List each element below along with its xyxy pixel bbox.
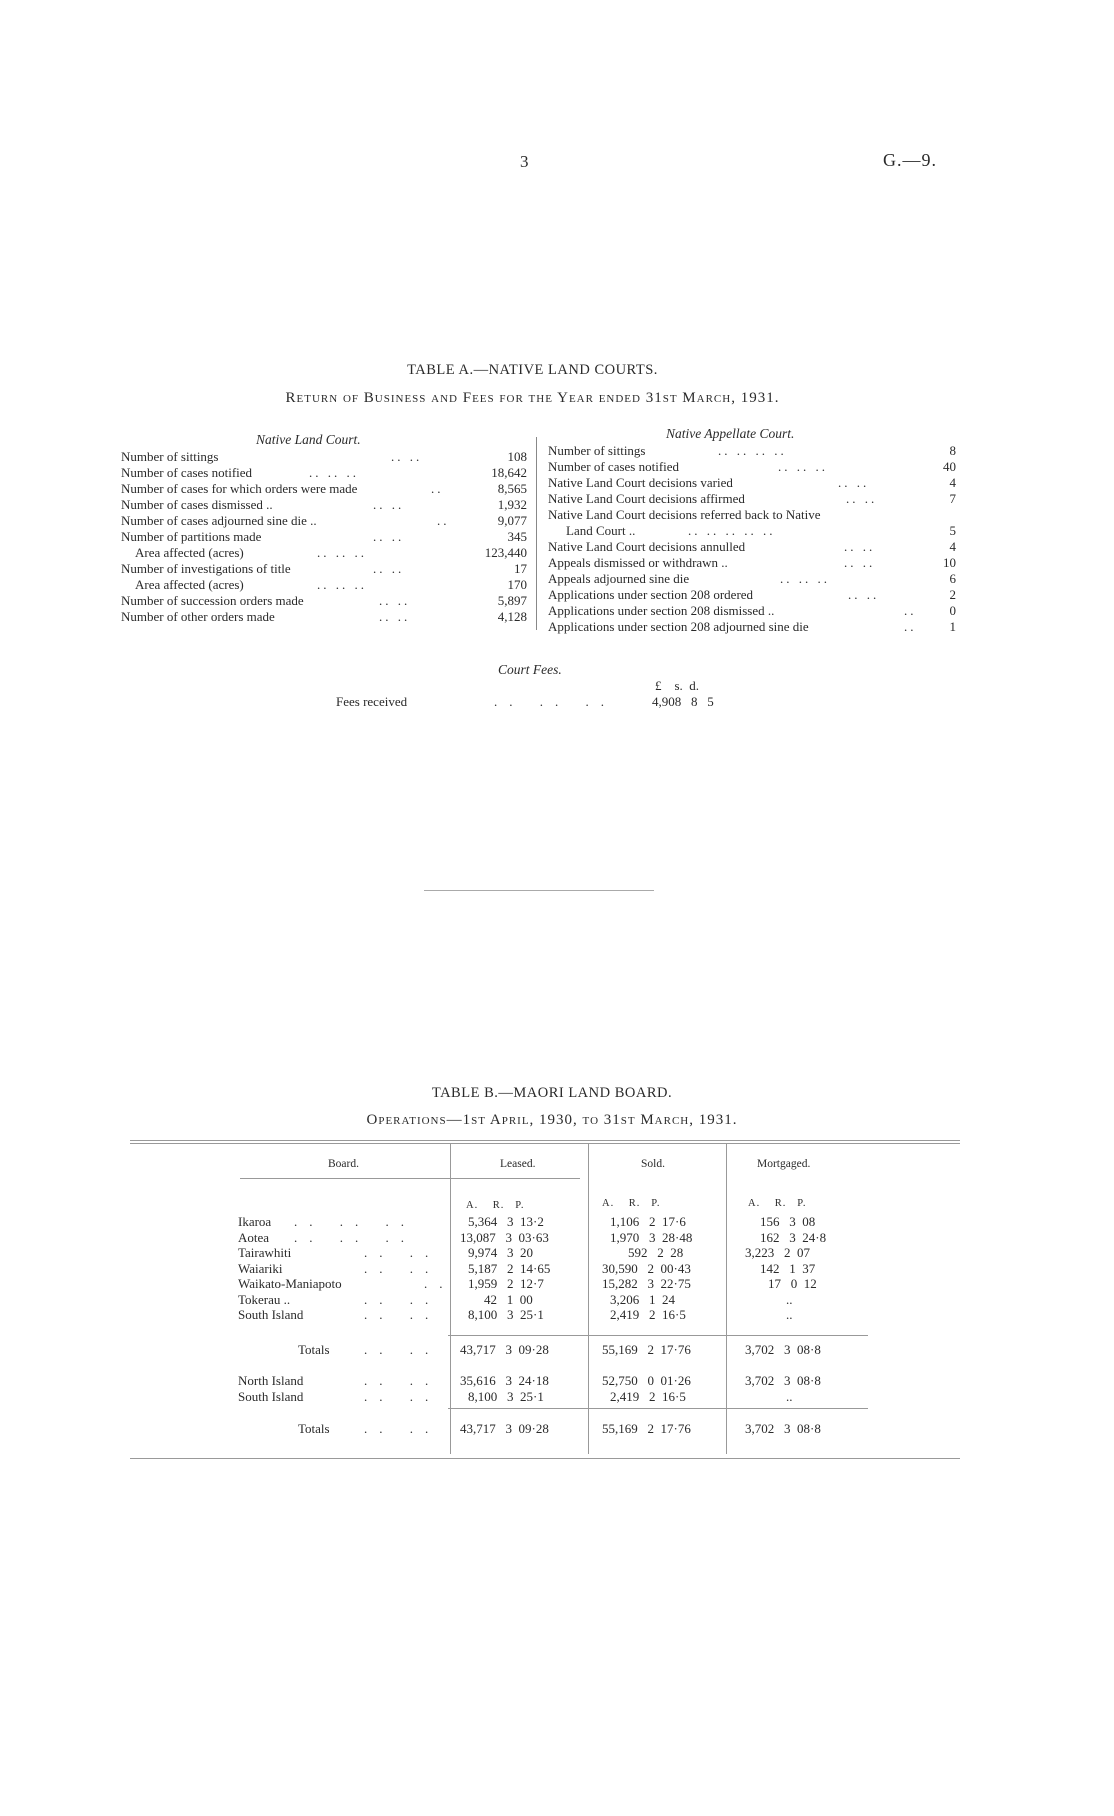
sold-value: 2,419 2 16·5 [610,1388,686,1404]
table-top-rule [130,1140,960,1141]
row-value: 4 [949,539,956,554]
list-item [121,465,527,481]
row-label: Native Land Court decisions affirmed [548,491,745,506]
list-item [548,587,956,603]
row-label: Area affected (acres) [135,577,244,592]
native-land-court-heading: Native Land Court. [256,432,361,447]
mortgaged-total: 3,702 3 08·8 [745,1342,821,1357]
leader-dots: .. .. .. [780,571,830,586]
sold-value: 1,970 3 28·48 [610,1229,693,1245]
mortgaged-value: .. [786,1307,793,1322]
list-item [548,571,956,587]
row-label: Number of partitions made [121,529,262,544]
row-value: 345 [507,529,527,544]
row-value: 5,897 [497,593,527,608]
header-leased: Leased. [500,1158,536,1170]
row-label: Number of cases adjourned sine die .. [121,513,317,528]
list-item [121,545,527,561]
sold-value: 3,206 1 24 [610,1291,675,1307]
row-value: 7 [949,491,956,506]
list-item [121,593,527,609]
row-label: Number of cases notified [121,465,253,480]
leased-value: 9,974 3 20 [468,1245,533,1260]
list-item [548,459,956,475]
table-row [238,1373,958,1389]
row-value: 1 [949,619,956,634]
list-item [121,529,527,545]
leader-dots: .. .. [379,609,411,624]
row-label: Native Land Court decisions varied [548,475,733,490]
row-label: Land Court .. [566,523,636,538]
units-sold: A. R. P. [602,1198,661,1209]
row-value: 17 [514,561,527,576]
island-rows [238,1373,958,1404]
leader-dots: .. [437,513,450,528]
board-name: Tairawhiti [238,1245,292,1260]
list-item [121,497,527,513]
section-divider [424,890,654,891]
totals-rule [448,1408,868,1409]
leased-value: 13,087 3 03·63 [460,1229,549,1245]
row-label: Area affected (acres) [135,545,244,560]
fees-received-row [336,694,714,710]
leader-dots: .. .. [364,1307,441,1322]
native-land-court-list [121,449,527,625]
leader-dots: .. .. [373,497,405,512]
list-item [548,603,956,619]
mortgaged-value: 3,223 2 07 [745,1245,810,1260]
row-value: 5 [949,523,956,538]
row-value: 170 [507,577,527,592]
row-value: 10 [943,555,956,570]
row-value: 18,642 [491,465,527,480]
header-sold: Sold. [641,1158,665,1170]
sold-value: 592 2 28 [628,1245,684,1260]
mortgaged-value: 162 3 24·8 [760,1229,827,1245]
list-item [548,619,956,635]
currency-units: £ s. d. [655,678,700,693]
table-row [238,1261,958,1277]
units-mortgaged: A. R. P. [748,1198,807,1209]
leased-value: 5,187 2 14·65 [468,1260,551,1276]
leader-dots: .. .. [844,539,876,554]
row-value: 9,077 [497,513,527,528]
table-row [238,1214,958,1230]
page-reference: G.—9. [883,150,937,170]
list-item [548,523,956,539]
leased-value: 42 1 00 [484,1291,533,1307]
leader-dots: .. .. [364,1291,441,1307]
board-name: Ikaroa [238,1214,272,1229]
leased-value: 1,959 2 12·7 [468,1276,544,1291]
row-label: Appeals adjourned sine die [548,571,690,586]
mortgaged-value: 156 3 08 [760,1214,816,1229]
leader-dots: .. .. .. .. [718,443,787,458]
fees-value: 4,908 8 5 [652,694,714,709]
sold-value: 52,750 0 01·26 [602,1373,691,1388]
totals-rule [448,1335,868,1336]
leader-dots: .. [904,619,917,634]
mortgaged-value: 3,702 3 08·8 [745,1373,821,1388]
row-value: 8,565 [497,481,527,496]
table-row [238,1230,958,1246]
leased-value: 8,100 3 25·1 [468,1307,544,1322]
leader-dots: .. .. [391,449,423,464]
list-item [548,443,956,459]
header-rule [240,1178,580,1179]
row-label: Native Land Court decisions referred back to Native [548,507,821,522]
list-item [121,481,527,497]
sold-value: 1,106 2 17·6 [610,1214,686,1229]
leader-dots: .. .. [379,593,411,608]
court-fees-heading: Court Fees. [498,662,562,677]
leader-dots: .. .. [373,561,405,576]
table-top-rule [130,1143,960,1144]
leader-dots: .. .. .. [494,694,616,709]
island-name: South Island [238,1388,304,1404]
row-label: Number of sittings [548,443,646,458]
row-value: 108 [507,449,527,464]
row-label: Number of sittings [121,449,219,464]
row-label: Native Land Court decisions annulled [548,539,746,554]
leader-dots: .. .. [364,1421,441,1436]
header-board: Board. [328,1158,359,1170]
totals-label: Totals [298,1342,330,1357]
mortgaged-value: 17 0 12 [768,1276,817,1291]
sold-total: 55,169 2 17·76 [602,1342,691,1357]
leader-dots: .. .. [364,1342,441,1357]
leader-dots: .. .. [844,555,876,570]
leader-dots: .. [431,481,444,496]
row-value: 0 [949,603,956,618]
table-row [238,1389,958,1405]
row-label: Number of succession orders made [121,593,304,608]
row-label: Applications under section 208 adjourned sine die [548,619,809,634]
board-name: Waikato-Maniapoto [238,1276,342,1291]
mortgaged-value: .. [786,1291,793,1307]
row-value: 1,932 [497,497,527,512]
list-item [121,561,527,577]
leader-dots: .. .. [364,1260,441,1276]
list-item [548,491,956,507]
leader-dots: .. .. [364,1245,441,1260]
table-bottom-rule [130,1458,960,1459]
row-value: 6 [949,571,956,586]
mortgaged-value: .. [786,1388,793,1404]
list-item [548,539,956,555]
mortgaged-value: 142 1 37 [760,1260,816,1276]
leader-dots: .. .. [364,1373,441,1388]
table-row [238,1245,958,1261]
list-item [121,513,527,529]
totals-row [238,1342,958,1358]
fees-label: Fees received [336,694,408,709]
native-appellate-court-heading: Native Appellate Court. [666,426,795,441]
row-label: Number of other orders made [121,609,275,624]
leased-value: 35,616 3 24·18 [460,1373,549,1388]
board-name: Aotea [238,1229,270,1245]
page-number: 3 [520,152,529,171]
leased-value: 8,100 3 25·1 [468,1388,544,1404]
leader-dots: .. .. .. [317,545,367,560]
leader-dots: .. .. [373,529,405,544]
table-a-title: TABLE A.—NATIVE LAND COURTS. [407,362,658,378]
leader-dots: .. .. .. [309,465,359,480]
maori-land-board-table [130,1140,960,1470]
board-name: Tokerau .. [238,1291,291,1307]
totals-label: Totals [298,1421,330,1436]
sold-value: 2,419 2 16·5 [610,1307,686,1322]
row-value: 2 [949,587,956,602]
column-divider [536,437,537,630]
table-row [238,1276,958,1292]
row-value: 4 [949,475,956,490]
leader-dots: .. .. .. .. .. [688,523,776,538]
leader-dots: .. .. .. [294,1229,416,1245]
row-label: Number of cases for which orders were made [121,481,358,496]
leased-total: 43,717 3 09·28 [460,1342,549,1357]
leader-dots: .. .. .. [294,1214,416,1229]
leader-dots: .. .. [846,491,878,506]
table-row [238,1292,958,1308]
leader-dots: .. .. .. [317,577,367,592]
leader-dots: .. [904,603,917,618]
list-item [121,449,527,465]
row-value: 8 [949,443,956,458]
leader-dots: .. .. [364,1388,441,1404]
header-mortgaged: Mortgaged. [757,1158,811,1170]
row-label: Applications under section 208 dismissed .. [548,603,775,618]
sold-total: 55,169 2 17·76 [602,1421,691,1436]
totals-row [238,1421,958,1437]
row-value: 40 [943,459,956,474]
list-item [548,507,956,523]
board-name: Waiariki [238,1260,283,1276]
row-label: Applications under section 208 ordered [548,587,754,602]
leader-dots: .. .. .. [778,459,828,474]
row-value: 123,440 [484,545,527,560]
list-item [121,609,527,625]
list-item [121,577,527,593]
leased-total: 43,717 3 09·28 [460,1421,549,1436]
leader-dots: .. .. [838,475,870,490]
table-b-title: TABLE B.—MAORI LAND BOARD. [431,1085,673,1101]
row-label: Number of cases dismissed .. [121,497,273,512]
board-rows [238,1214,958,1323]
table-b-subtitle: Operations—1st April, 1930, to 31st March, 1931. [366,1112,738,1128]
list-item [548,475,956,491]
leader-dots: .. [424,1276,455,1291]
row-value: 4,128 [497,609,527,624]
sold-value: 30,590 2 00·43 [602,1260,691,1276]
native-appellate-court-list [548,443,956,635]
row-label: Number of investigations of title [121,561,291,576]
leased-value: 5,364 3 13·2 [468,1214,544,1229]
row-label: Number of cases notified [548,459,680,474]
leader-dots: .. .. [848,587,880,602]
mortgaged-total: 3,702 3 08·8 [745,1421,821,1436]
board-name: South Island [238,1307,304,1322]
list-item [548,555,956,571]
island-name: North Island [238,1373,304,1388]
units-leased: A. R. P. [466,1200,525,1211]
row-label: Appeals dismissed or withdrawn .. [548,555,728,570]
sold-value: 15,282 3 22·75 [602,1276,691,1291]
table-row [238,1307,958,1323]
table-a-subtitle: Return of Business and Fees for the Year ended 31st March, 1931. [285,390,780,406]
